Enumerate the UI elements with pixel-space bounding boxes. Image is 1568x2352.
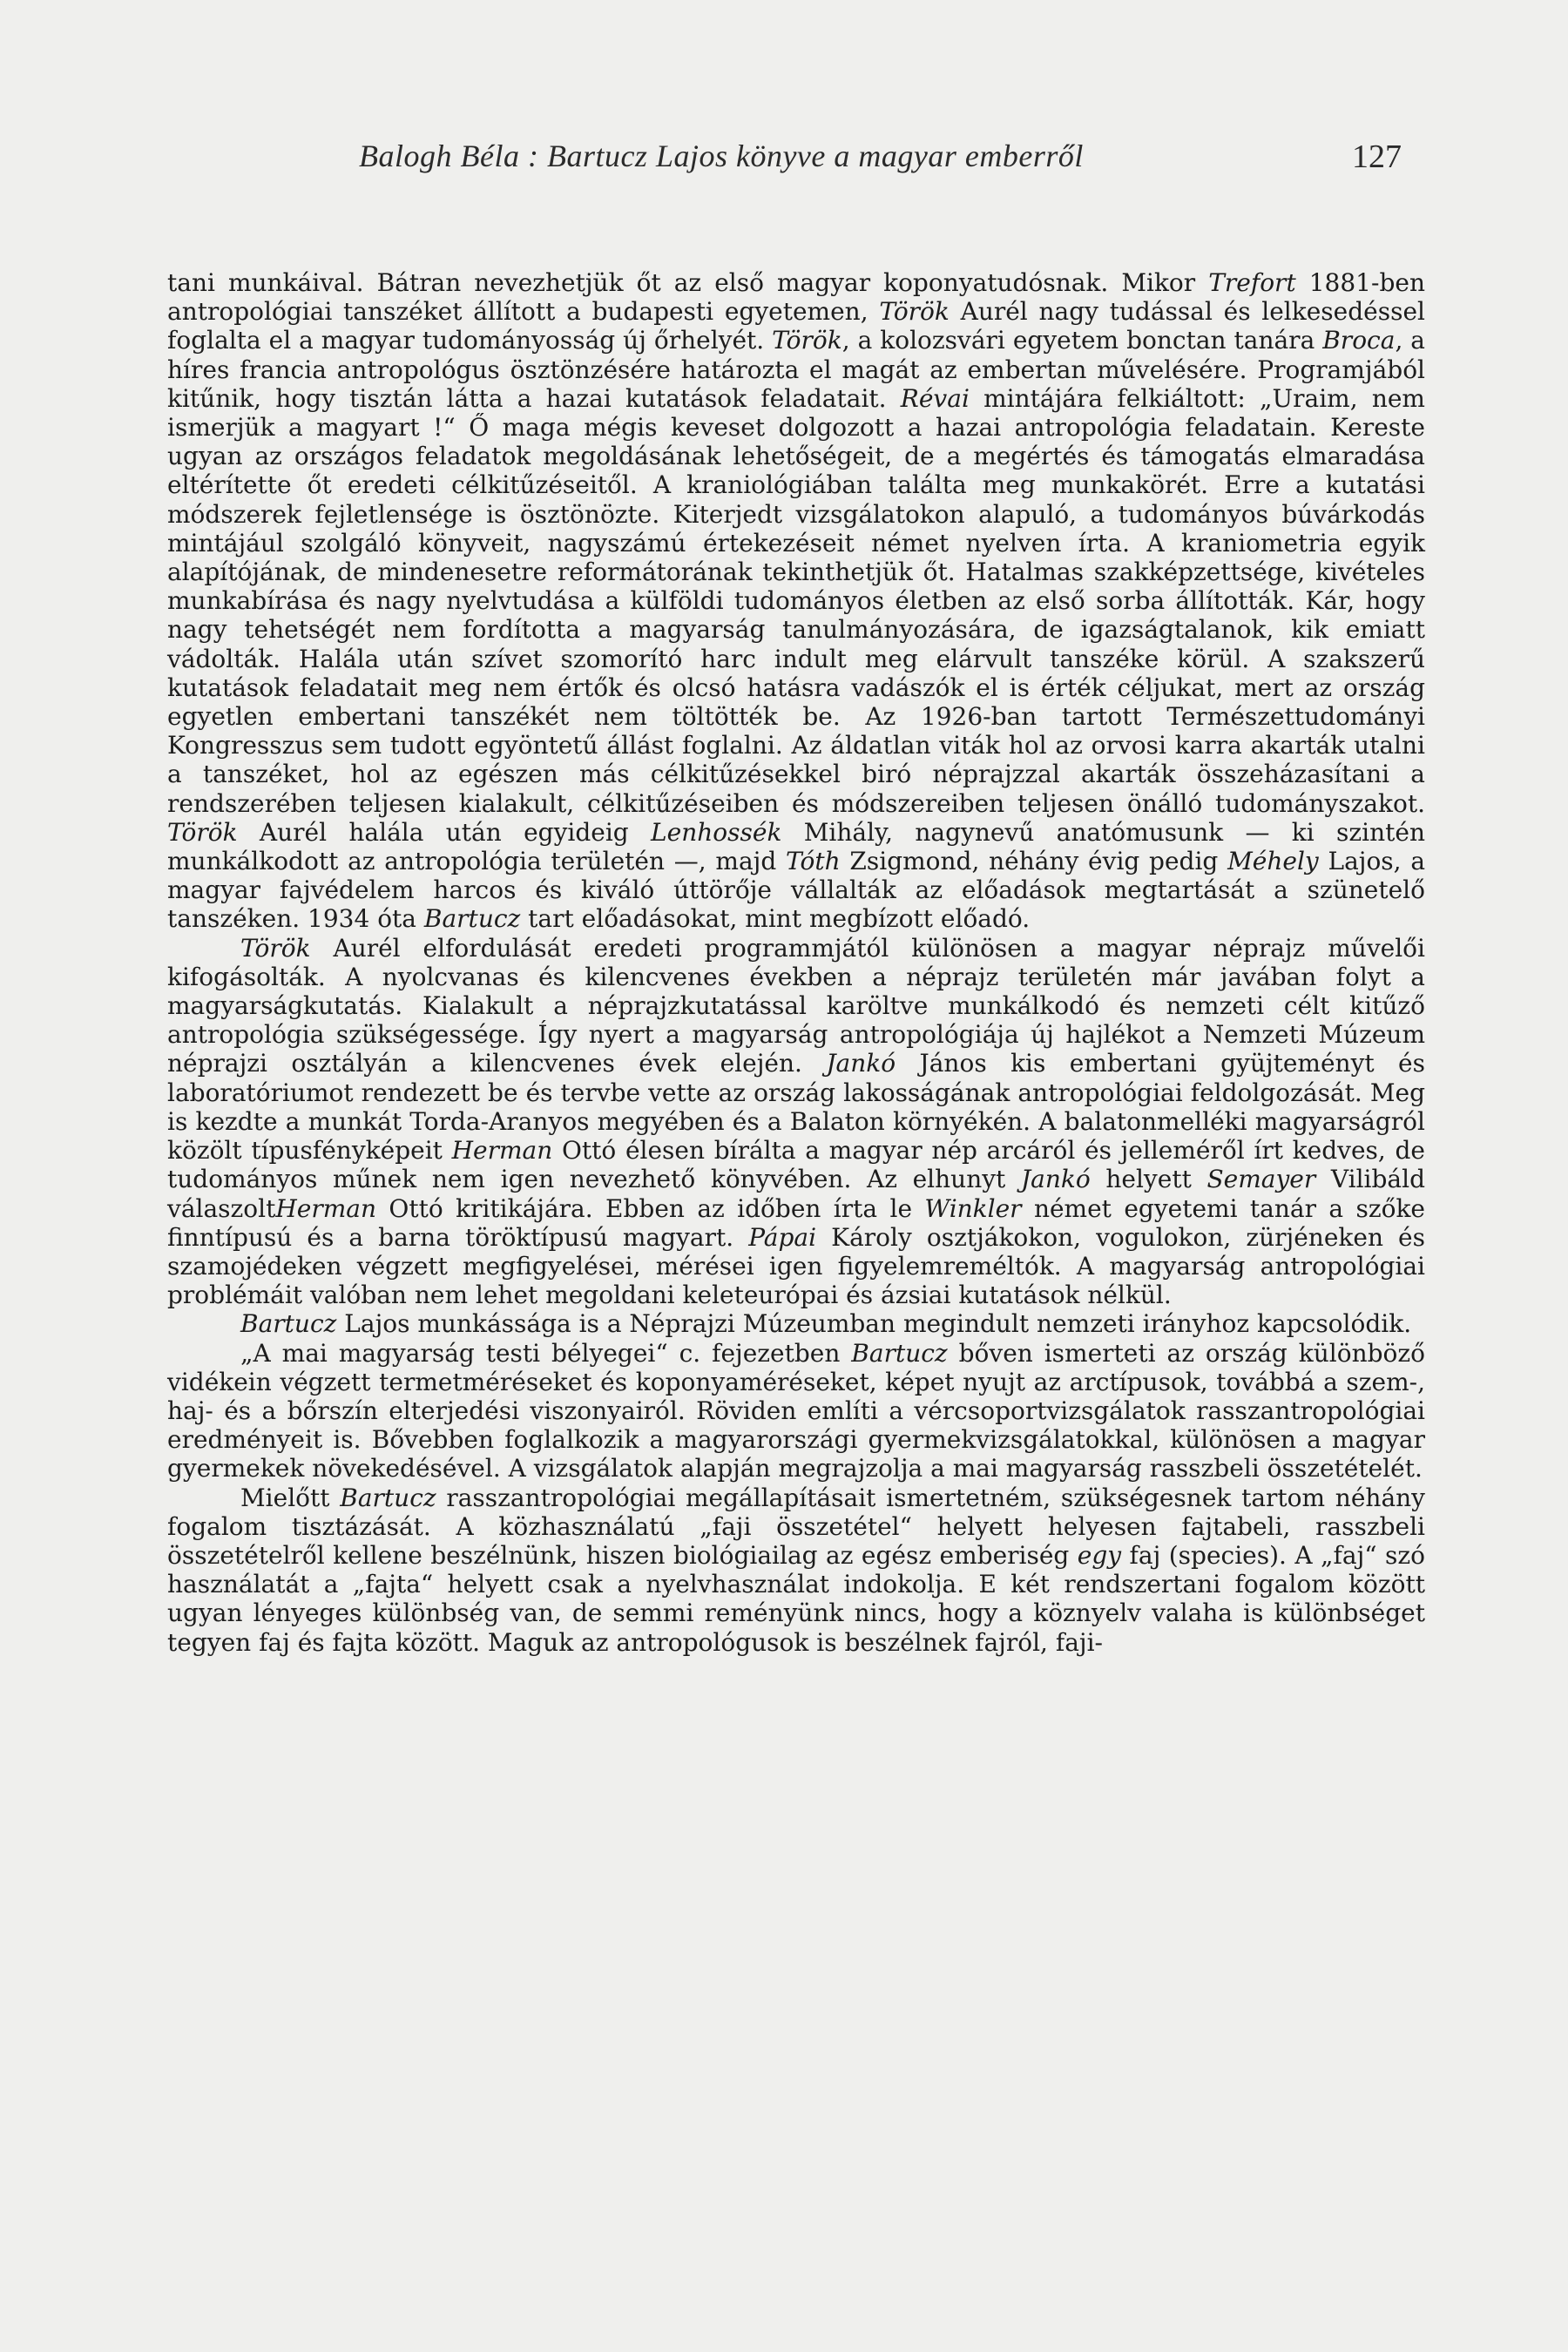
text-run: Vilibáld válaszolt (167, 1165, 1425, 1223)
paragraph (167, 1309, 1425, 1338)
italic-name: Révai (900, 383, 970, 413)
text-run: , a híres francia antropológus ösztönzésére határozta el magát az embertan művelésére. Programjából kitűnik, hogy tisztán látta a hazai kutatások feladatait. (167, 326, 1425, 413)
text-run: Mihály, nagynevű anatómusunk — ki szintén munkálkodott az antropológia területén —, majd (167, 817, 1425, 876)
paragraph (167, 934, 1425, 1310)
italic-name: Jankó (826, 1049, 896, 1078)
text-run: Mielőtt (240, 1483, 341, 1512)
italic-name: Bartucz (851, 1338, 948, 1368)
text-run: , a kolozsvári egyetem bonctan tanára (841, 326, 1323, 355)
paragraph (167, 1484, 1425, 1657)
text-run: német egyetemi tanár a szőke finntípusú és a barna töröktípusú magyart. (167, 1193, 1425, 1252)
italic-name: Bartucz (340, 1483, 436, 1512)
text-run: „A mai magyarság testi bélyegei“ c. fejezetben (240, 1338, 852, 1368)
text-run: tart előadásokat, mint megbízott előadó. (520, 904, 1031, 934)
text-run: bőven ismerteti az ország különböző vidékein végzett termetméréseket és koponyaméréseket, képet nyujt az arctípusok, továbbá a szem-, haj- és a bőrszín elterjedési viszonyairól. Röviden említi a vércsoportvizsgálatok rasszantropológiai eredményeit is. Bővebben foglalkozik a magyarországi gyermekvizsgálatokkal, különösen a magyar gyermekek növekedésével. A vizsgálatok alapján megrajzolja a mai magyarság rasszbeli összetételét. (167, 1338, 1425, 1484)
italic-name: Méhely (1227, 847, 1319, 876)
paragraph (167, 268, 1425, 934)
page-number: 127 (1352, 139, 1402, 175)
text-run: János kis embertani gyüjteményt és laboratóriumot rendezett be és tervbe vette az ország lakosságának antropológiai feldolgozását. Meg is kezdte a munkát Torda-Aranyos megyében és a Balaton környékén. A balatonmelléki magyarságról közölt típusfényképeit (167, 1049, 1425, 1166)
italic-name: Bartucz (423, 904, 521, 934)
text-run: Aurél halála után egyideig (237, 817, 652, 847)
italic-name: Török (167, 817, 238, 847)
paragraph (167, 1339, 1425, 1484)
text-run: Aurél nagy tudással és lelkesedéssel foglalta el a magyar tudományosság új őrhelyét. (167, 297, 1425, 355)
text-run: tani munkáival. Bátran nevezhetjük őt az első magyar koponyatudósnak. Mikor (167, 268, 1209, 297)
italic-name: Trefort (1208, 268, 1296, 297)
text-run: Aurél elfordulását eredeti programmjától különösen a magyar néprajz művelői kifogásolták. A nyolcvanas és kilencvenes években a néprajz területén már javában folyt a magyarságkutatás. Kialakult a néprajzkutatással karöltve munkálkodó és nemzeti célt kitűző antropológia szükségessége. Így nyert a magyarság antropológiája új hajlékot a Nemzeti Múzeum néprajzi osztályán a kilencvenes évek elején. (167, 933, 1425, 1078)
italic-name: Semayer (1206, 1165, 1316, 1194)
italic-name: Herman (275, 1193, 377, 1223)
italic-name: Winkler (924, 1193, 1022, 1223)
text-run: 1881-ben antropológiai tanszéket állított a budapesti egyetemen, (167, 268, 1425, 327)
text-run: rasszantropológiai megállapításait ismertetném, szükségesnek tartom néhány fogalom tisztázását. A közhasználatú „faji összetétel“ helyett helyesen fajtabeli, rasszbeli összetételről kellene beszélnünk, hiszen biológiailag az egész emberiség (167, 1483, 1425, 1570)
text-run: mintájára felkiáltott: „Uraim, nem ismerjük a magyart !“ Ő maga mégis keveset dolgozott a hazai antropológia feladatain. Kereste ugyan az országos feladatok megoldásának lehetőségeit, de a megértés és támogatás elmaradása eltérítette őt eredeti célkitűzéseitől. A kraniológiában találta meg munkakörét. Erre a kutatási módszerek fejletlensége is ösztönözte. Kiterjedt vizsgálatokon alapuló, a tudományos búvárkodás mintájául szolgáló könyveit, nagyszámú értekezéseit német nyelven írta. A kraniometria egyik alapítójának, de mindenesetre reformátorának tekinthetjük őt. Hatalmas szakképzettsége, kivételes munkabírása és nagy nyelvtudása a külföldi tudományos életben az első sorba állították. Kár, hogy nagy tehetségét nem fordította a magyarság tanulmányozására, de igazságtalanok, kik emiatt vádolták. Halála után szívet szomorító harc indult meg elárvult tanszéke körül. A szakszerű kutatások feladatait meg nem értők és olcsó hatásra vadászók el is érték céljukat, mert az ország egyetlen embertani tanszékét nem töltötték be. Az 1926-ban tartott Természettudományi Kongresszus sem tudott egyöntetű állást foglalni. Az áldatlan viták hol az orvosi karra akarták utalni a tanszéket, hol az egészen más célkitűzésekkel biró néprajzzal akarták összeházasítani a rendszerében teljesen kialakult, célkitűzéseiben és módszereiben teljesen önálló tudományszakot. (167, 383, 1425, 818)
italic-name: egy (1077, 1540, 1122, 1570)
italic-name: Török (772, 326, 842, 355)
text-run: Károly osztjákokon, vogulokon, zürjéneken és szamojédeken végzett megfigyelései, mérései igen figyelemreméltók. A magyarság antropológiai problémáit valóban nem lehet megoldani keleteurópai és ázsiai kutatások nélkül. (167, 1222, 1425, 1310)
text-run: Lajos munkássága is a Néprajzi Múzeumban megindult nemzeti irányhoz kapcsolódik. (336, 1309, 1412, 1339)
italic-name: Pápai (748, 1222, 817, 1252)
text-run: Lajos, a magyar fajvédelem harcos és kiváló úttörője vállalták az előadások megtartását a szünetelő tanszéken. 1934 óta (167, 847, 1426, 934)
italic-name: Lenhossék (651, 817, 782, 847)
italic-name: Török (879, 297, 950, 327)
italic-name: Török (240, 933, 311, 963)
page-header (0, 138, 1568, 190)
italic-name: Jankó (1020, 1165, 1091, 1194)
italic-name: Bartucz (240, 1309, 337, 1339)
italic-name: Tóth (786, 847, 841, 876)
text-run: helyett (1090, 1165, 1207, 1194)
running-title: Balogh Béla : Bartucz Lajos könyve a magyar emberről (359, 139, 1084, 173)
italic-name: Herman (451, 1136, 553, 1166)
text-run: Zsigmond, néhány évig pedig (840, 847, 1228, 876)
italic-name: Broca (1322, 326, 1396, 355)
body-text (167, 268, 1425, 1657)
text-run: faj (species). A „faj“ szó használatát a „fajta“ helyett csak a nyelvhasználat indokolja. E két rendszertani fogalom között ugyan lényeges különbség van, de semmi reményünk nincs, hogy a köznyelv valaha is különbséget tegyen faj és fajta között. Maguk az antropológusok is beszélnek fajról, faji- (167, 1540, 1425, 1657)
text-run: Ottó kritikájára. Ebben az időben írta le (376, 1193, 925, 1223)
text-run: Ottó élesen bírálta a magyar nép arcáról és jelleméről írt kedves, de tudományos műnek nem igen nevezhető könyvében. Az elhunyt (167, 1136, 1425, 1194)
